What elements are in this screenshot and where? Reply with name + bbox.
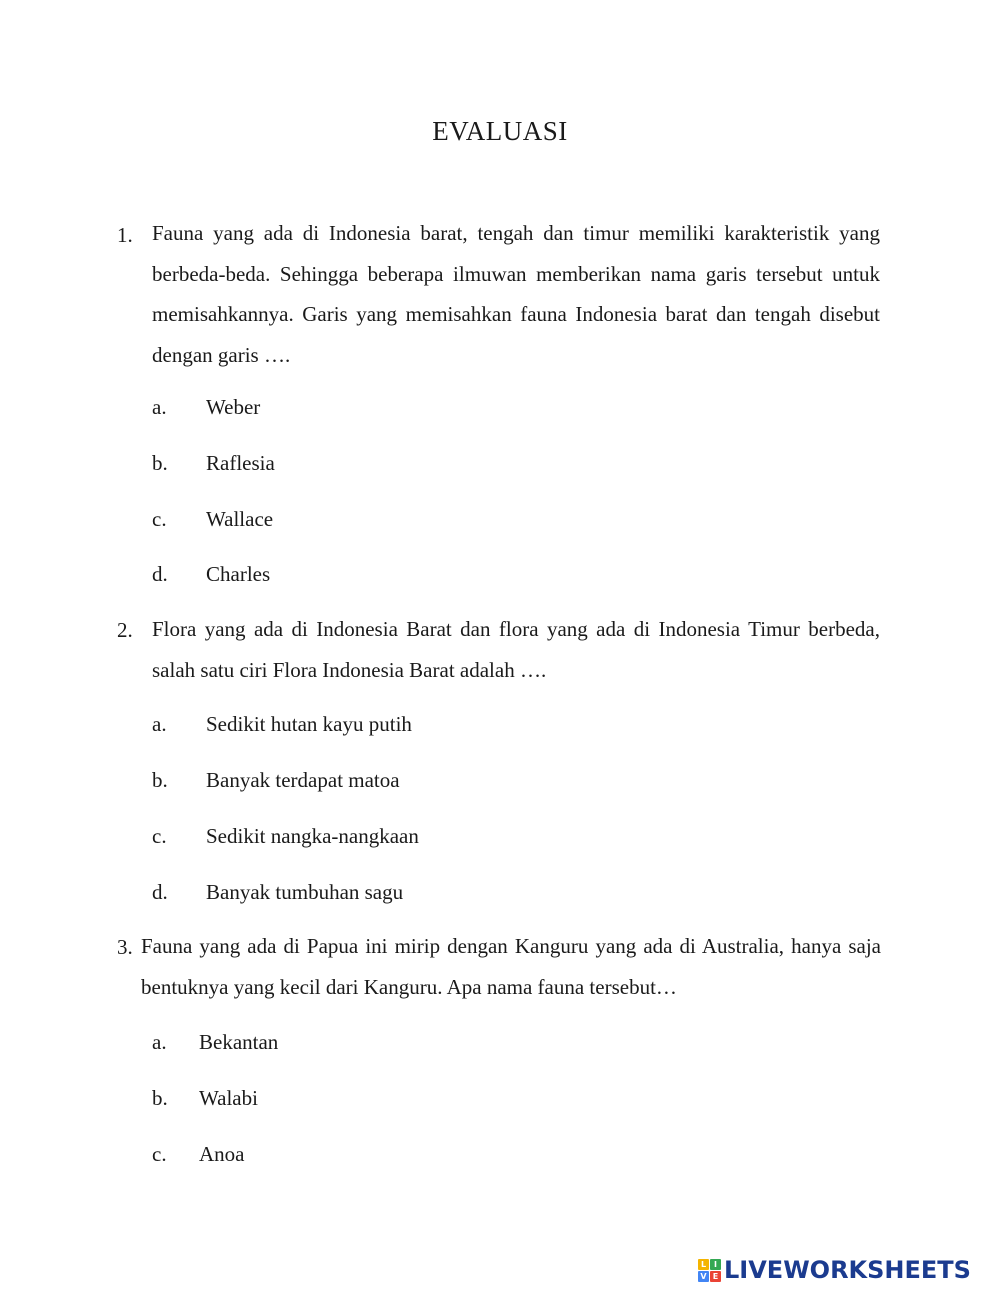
option-letter: b.	[152, 451, 168, 475]
liveworksheets-logo	[698, 1256, 971, 1284]
option-text: Walabi	[199, 1086, 258, 1110]
logo-mark-tile: V	[698, 1271, 709, 1282]
page-title: EVALUASI	[432, 116, 568, 146]
question-text: Fauna yang ada di Indonesia barat, tengah dan timur memiliki karakteristik yang berbeda-beda. Sehingga beberapa ilmuwan memberikan nama garis tersebut untuk memisahkannya. Garis yang memisahkan fauna Indonesia barat dan tengah disebut dengan garis ….	[152, 221, 880, 367]
option-letter: a.	[152, 712, 167, 736]
option-letter: a.	[152, 395, 167, 419]
question-text: Fauna yang ada di Papua ini mirip dengan Kanguru yang ada di Australia, hanya saja bentuknya yang kecil dari Kanguru. Apa nama fauna tersebut…	[141, 934, 881, 999]
question-text: Flora yang ada di Indonesia Barat dan flora yang ada di Indonesia Timur berbeda, salah satu ciri Flora Indonesia Barat adalah ….	[152, 617, 880, 682]
option-text: Charles	[206, 562, 271, 586]
option-letter: c.	[152, 1142, 167, 1166]
option-letter: c.	[152, 824, 167, 848]
question-number: 2.	[117, 618, 133, 642]
option-text: Wallace	[206, 507, 274, 531]
logo-mark-tile: I	[710, 1259, 721, 1270]
option-letter: b.	[152, 1086, 168, 1110]
option-letter: d.	[152, 562, 168, 586]
option-text: Sedikit nangka-nangkaan	[206, 824, 419, 848]
option-text: Anoa	[199, 1142, 245, 1166]
logo-mark-tile: L	[698, 1259, 709, 1270]
logo-mark-icon	[698, 1259, 721, 1282]
option-text: Banyak terdapat matoa	[206, 768, 400, 792]
option-text: Sedikit hutan kayu putih	[206, 712, 412, 736]
option-letter: d.	[152, 880, 168, 904]
option-text: Raflesia	[206, 451, 275, 475]
option-letter: b.	[152, 768, 168, 792]
option-text: Bekantan	[199, 1030, 279, 1054]
question-number: 3.	[117, 935, 133, 959]
logo-text: LIVEWORKSHEETS	[724, 1256, 971, 1284]
logo-mark-tile: E	[710, 1271, 721, 1282]
option-text: Banyak tumbuhan sagu	[206, 880, 404, 904]
option-letter: c.	[152, 507, 167, 531]
option-letter: a.	[152, 1030, 167, 1054]
option-text: Weber	[206, 395, 261, 419]
question-number: 1.	[117, 223, 133, 247]
